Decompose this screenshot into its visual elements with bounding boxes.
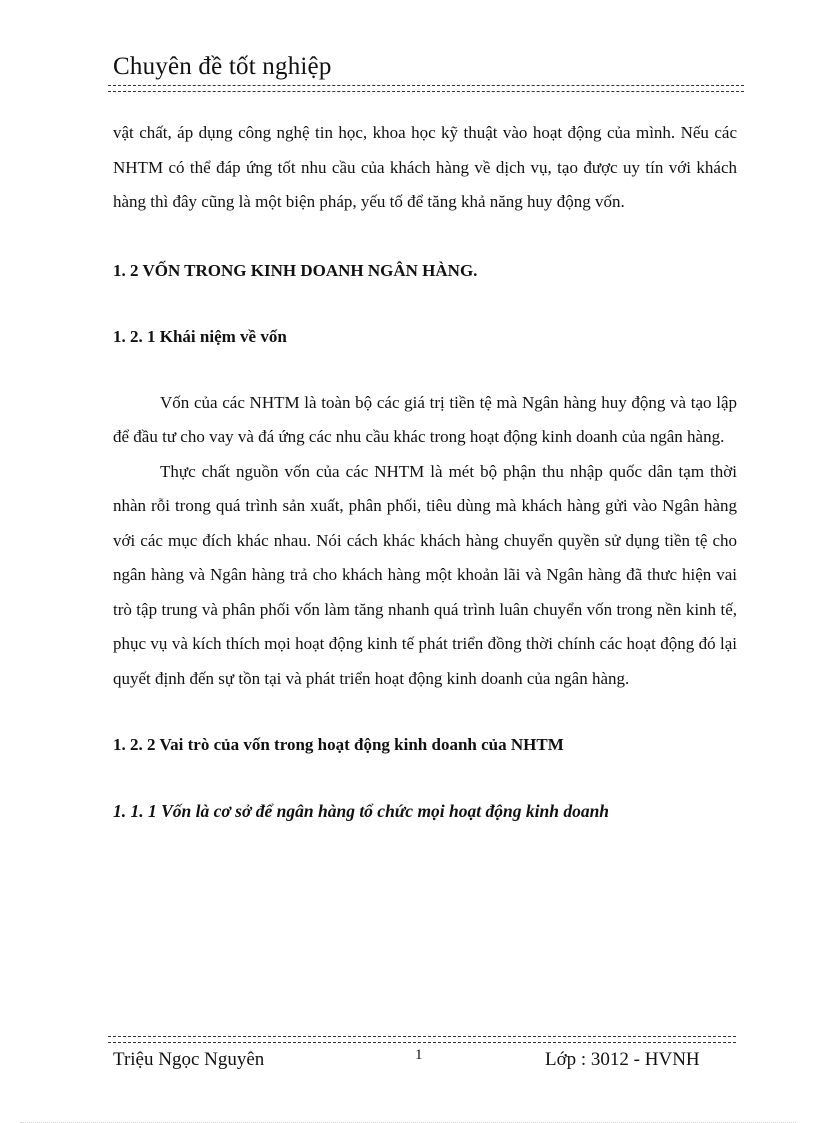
spacer: [113, 288, 737, 320]
footer-author: Triệu Ngọc Nguyên: [113, 1049, 265, 1070]
paragraph-concept-1: Vốn của các NHTM là toàn bộ các giá trị tiền tệ mà Ngân hàng huy động và tạo lập để đầu tư cho vay và đá ứng các nhu cầu khác trong hoạt động kinh doanh của ngân hàng.: [113, 392, 737, 446]
section-heading-1-1-1: 1. 1. 1 Vốn là cơ sở để ngân hàng tổ chức mọi hoạt động kinh doanh: [113, 801, 610, 821]
paragraph-intro: vật chất, áp dụng công nghệ tin học, khoa học kỹ thuật vào hoạt động của mình. Nếu các NHTM có thể đáp ứng tốt nhu cầu của khách hàng về dịch vụ, tạo được uy tín với khách hàng thì đây cũng là một biện pháp, yếu tố để tăng khả năng huy động vốn.: [113, 123, 737, 211]
spacer: [113, 354, 737, 386]
header-rule-top: [108, 85, 744, 86]
spacer: [113, 696, 737, 728]
footer-rule-bottom: [108, 1042, 736, 1043]
spacer: [113, 220, 737, 254]
document-body: [113, 116, 737, 828]
footer-class: Lớp : 3012 - HVNH: [545, 1049, 700, 1070]
spacer: [113, 762, 737, 794]
section-heading-1-2-2: 1. 2. 2 Vai trò của vốn trong hoạt động kinh doanh của NHTM: [113, 735, 564, 754]
header-title: Chuyên đề tốt nghiệp: [113, 53, 332, 80]
section-heading-1-2-1: 1. 2. 1 Khái niệm về vốn: [113, 326, 287, 346]
footer-rule-top: [108, 1036, 736, 1037]
paragraph-concept-2: Thực chất nguồn vốn của các NHTM là mét bộ phận thu nhập quốc dân tạm thời nhàn rỗi trong quá trình sản xuất, phân phối, tiêu dùng mà khách hàng gửi vào Ngân hàng với các mục đích khác nhau. Nói cách khác khách hàng chuyển quyền sử dụng tiền tệ cho ngân hàng và Ngân hàng trả cho khách hàng một khoản lãi và Ngân hàng đã thưc hiện vai trò tập trung và phân phối vốn làm tăng nhanh quá trình luân chuyển vốn trong nền kinh tế, phục vụ và kích thích mọi hoạt động kinh tế phát triển đồng thời chính các hoạt động đó lại quyết định đến sự tồn tại và phát triển hoạt động kinh doanh của ngân hàng.: [113, 461, 737, 688]
section-heading-1-2: 1. 2 VỐN TRONG KINH DOANH NGÂN HÀNG.: [113, 260, 478, 280]
footer-page-number: 1: [415, 1047, 423, 1063]
header-rule-bottom: [108, 91, 744, 92]
